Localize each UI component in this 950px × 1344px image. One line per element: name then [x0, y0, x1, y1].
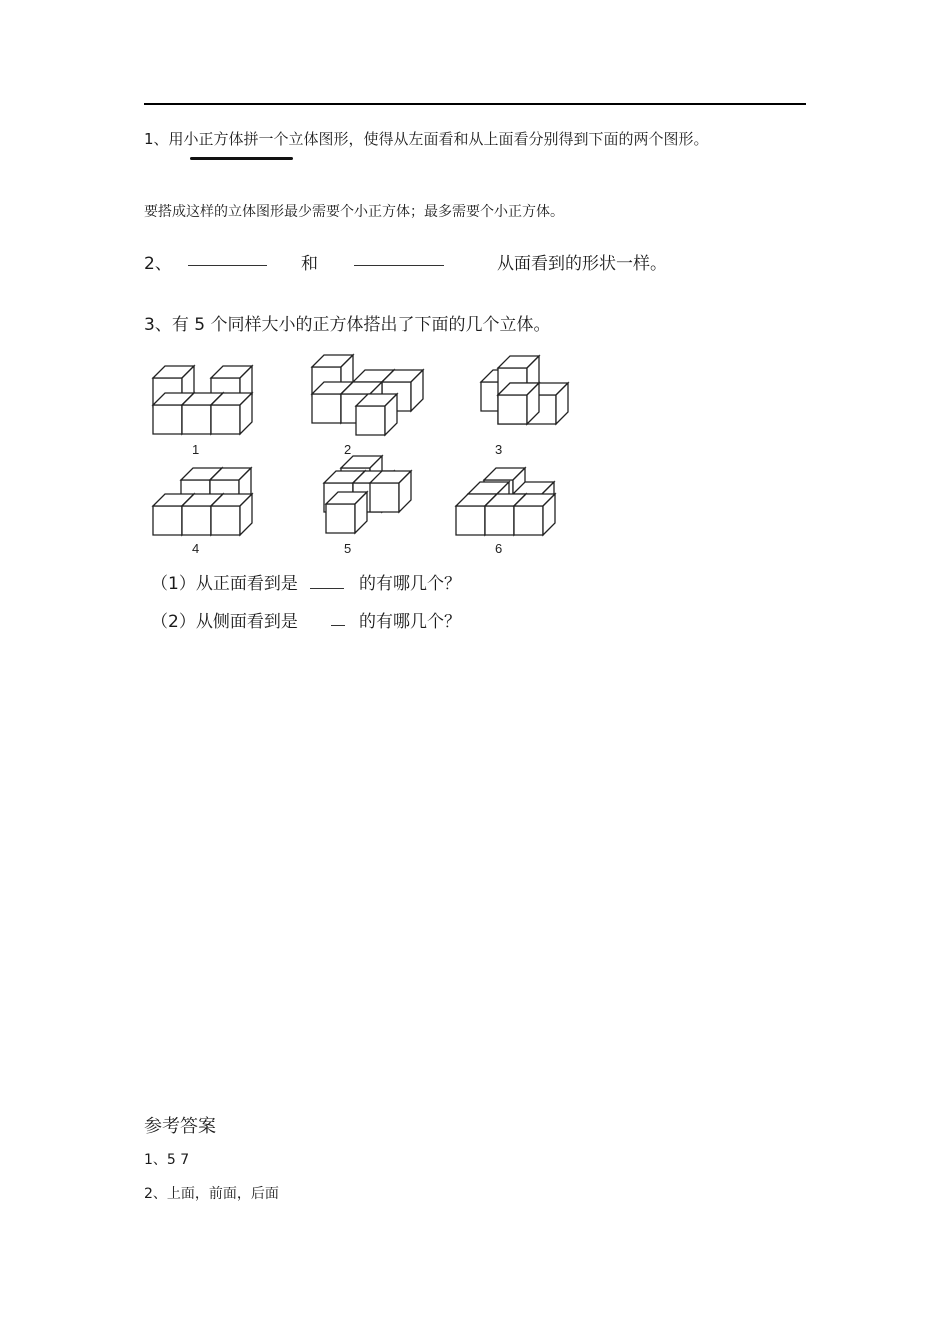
- question-1-number: 1、: [144, 130, 169, 148]
- answer-blank-2[interactable]: [354, 265, 444, 266]
- answers-title: 参考答案: [144, 1116, 216, 1137]
- cube-figure-6: [452, 465, 562, 535]
- question-1-follow-up: 要搭成这样的立体图形最少需要个小正方体；最多需要个小正方体。: [144, 204, 564, 220]
- sub-question-2-blank[interactable]: [331, 625, 345, 626]
- figure-label-5: 5: [344, 541, 352, 556]
- question-1: [144, 128, 709, 149]
- figure-label-3: 3: [495, 442, 503, 457]
- question-2-tail: 从面看到的形状一样。: [497, 254, 667, 274]
- handwritten-underline: [190, 157, 293, 160]
- sub-question-1-suffix: 的有哪几个？: [359, 574, 461, 594]
- cube-figure-2: [308, 352, 418, 436]
- question-3-stem: 3、有 5 个同样大小的正方体搭出了下面的几个立体。: [144, 315, 551, 335]
- cube: [498, 383, 539, 424]
- cube: [370, 471, 411, 512]
- cube: [356, 394, 397, 435]
- sub-question-1-prefix: （1）从正面看到是: [151, 574, 298, 594]
- header-rule: [144, 103, 806, 105]
- cube: [514, 494, 555, 535]
- cube: [211, 393, 252, 434]
- sub-question-2-suffix: 的有哪几个？: [359, 612, 461, 632]
- question-2-connector: 和: [301, 254, 318, 274]
- cube-figure-4: [150, 465, 260, 535]
- question-2-number: 2、: [144, 254, 172, 274]
- figure-label-6: 6: [495, 541, 503, 556]
- sub-question-1-blank[interactable]: [310, 588, 344, 589]
- answer-blank-1[interactable]: [188, 265, 267, 266]
- answer-1: 1、5 7: [144, 1152, 190, 1168]
- figure-label-1: 1: [192, 442, 200, 457]
- cube: [326, 492, 367, 533]
- cube-figure-1: [150, 366, 260, 436]
- cube: [211, 494, 252, 535]
- sub-question-2-prefix: （2）从侧面看到是: [151, 612, 298, 632]
- cube-figure-3: [466, 352, 561, 436]
- answer-2: 2、上面，前面，后面: [144, 1186, 279, 1202]
- question-1-text: 用小正方体拼一个立体图形，使得从左面看和从上面看分别得到下面的两个图形。: [168, 130, 709, 148]
- figure-label-2: 2: [344, 442, 352, 457]
- figure-label-4: 4: [192, 541, 200, 556]
- cube-figure-5: [308, 454, 418, 536]
